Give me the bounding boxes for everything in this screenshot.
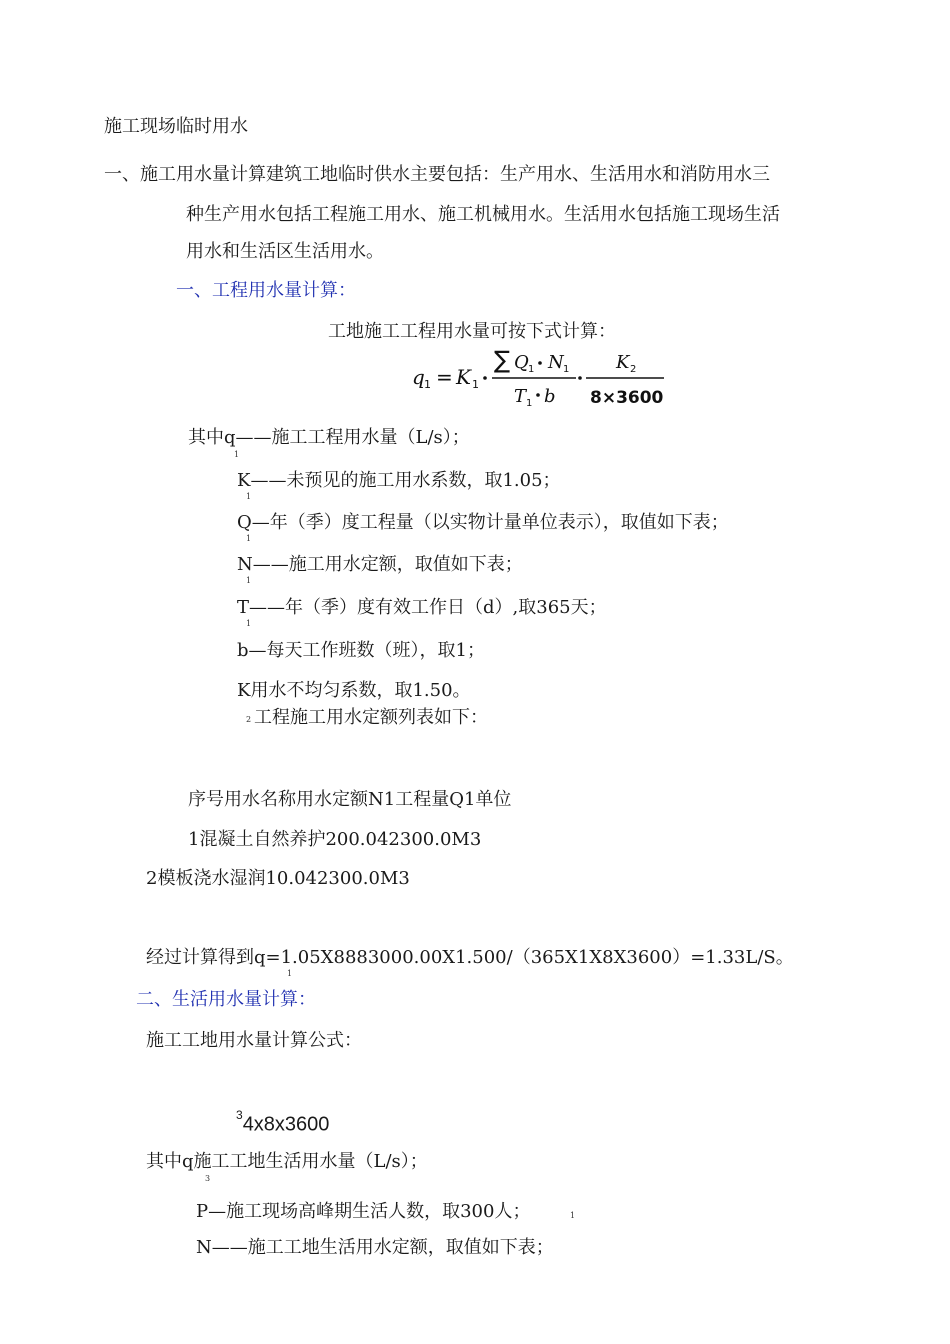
section1-line2: 种生产用水包括工程施工用水、施工机械用水。生活用水包括施工现场生活	[186, 204, 780, 225]
sub2-heading: 二、生活用水量计算：	[136, 989, 316, 1010]
formula-q-sub: 1	[528, 364, 535, 375]
def-n: N——施工用水定额，取值如下表；	[237, 554, 523, 575]
def-k1: K——未预见的施工用水系数，取1.05；	[237, 470, 561, 491]
def-q1: 其中q——施工工程用水量（L/s）；	[188, 427, 470, 448]
def-q: Q—年（季）度工程量（以实物计量单位表示），取值如下表；	[237, 512, 729, 533]
formula-denom2: 8×3600	[590, 388, 664, 408]
formula-lhs-sub: 1	[424, 378, 431, 391]
def-q-mark: 1	[246, 534, 252, 543]
table-row-1: 1混凝土自然养护200.042300.0M3	[188, 829, 482, 850]
table-header: 序号用水名称用水定额N1工程量Q1单位	[188, 789, 512, 810]
formula-n: N	[548, 352, 564, 373]
table-intro: 工程施工用水定额列表如下：	[254, 707, 488, 728]
formula-k2-sub: 2	[630, 364, 637, 375]
sub2-def2: P—施工现场高峰期生活人数，取300人；	[196, 1201, 531, 1222]
sub2-def3: N——施工工地生活用水定额，取值如下表；	[196, 1237, 554, 1258]
formula-k1-sub: 1	[472, 378, 479, 391]
def-t-mark: 1	[246, 619, 252, 628]
svg-text:=: =	[436, 365, 453, 389]
living-formula-text: 4x8x3600	[242, 1113, 330, 1136]
document-title: 施工现场临时用水	[104, 116, 248, 137]
formula-k1: K	[456, 365, 471, 389]
formula-n-sub: 1	[563, 364, 570, 375]
formula-q: Q	[514, 352, 529, 373]
table-row-2: 2模板浇水湿润10.042300.0M3	[146, 868, 410, 889]
sub2-intro: 施工工地用水量计算公式：	[146, 1030, 362, 1051]
def-k1-mark: 1	[246, 492, 252, 501]
table-intro-mark: 2	[246, 715, 252, 724]
formula-intro: 工地施工工程用水量可按下式计算：	[328, 321, 616, 342]
living-formula-sup: 3	[236, 1108, 243, 1122]
formula-b: b	[544, 386, 556, 407]
sub2-def1: 其中q施工工地生活用水量（L/s）；	[146, 1151, 428, 1172]
section1-line3: 用水和生活区生活用水。	[186, 241, 384, 262]
formula-sum: ∑	[494, 348, 511, 374]
section1-heading: 一、施工用水量计算建筑工地临时供水主要包括：生产用水、生活用水和消防用水三	[104, 164, 770, 185]
formula-t-sub: 1	[526, 398, 533, 409]
formula-t: T	[514, 386, 527, 407]
calc-result-mark: 1	[287, 969, 293, 978]
def-n-mark: 1	[246, 576, 252, 585]
water-formula	[410, 348, 670, 410]
formula-lhs: q	[412, 365, 425, 389]
calc-result: 经过计算得到q=1.05X8883000.00X1.500/（365X1X8X3600）=1.33L/S。	[146, 947, 794, 968]
formula-graphic	[410, 348, 670, 410]
def-t: T——年（季）度有效工作日（d）,取365天；	[237, 597, 607, 618]
sub1-heading: 一、工程用水量计算：	[176, 280, 356, 301]
def-b: b—每天工作班数（班），取1；	[237, 640, 485, 661]
living-formula	[236, 1107, 329, 1137]
sub2-def1-mark: 3	[205, 1174, 211, 1183]
def-k2: K用水不均匀系数，取1.50。	[237, 680, 471, 701]
def-q1-mark: 1	[234, 450, 240, 459]
formula-k2: K	[616, 352, 630, 373]
sub2-def2-mark: 1	[570, 1211, 576, 1220]
